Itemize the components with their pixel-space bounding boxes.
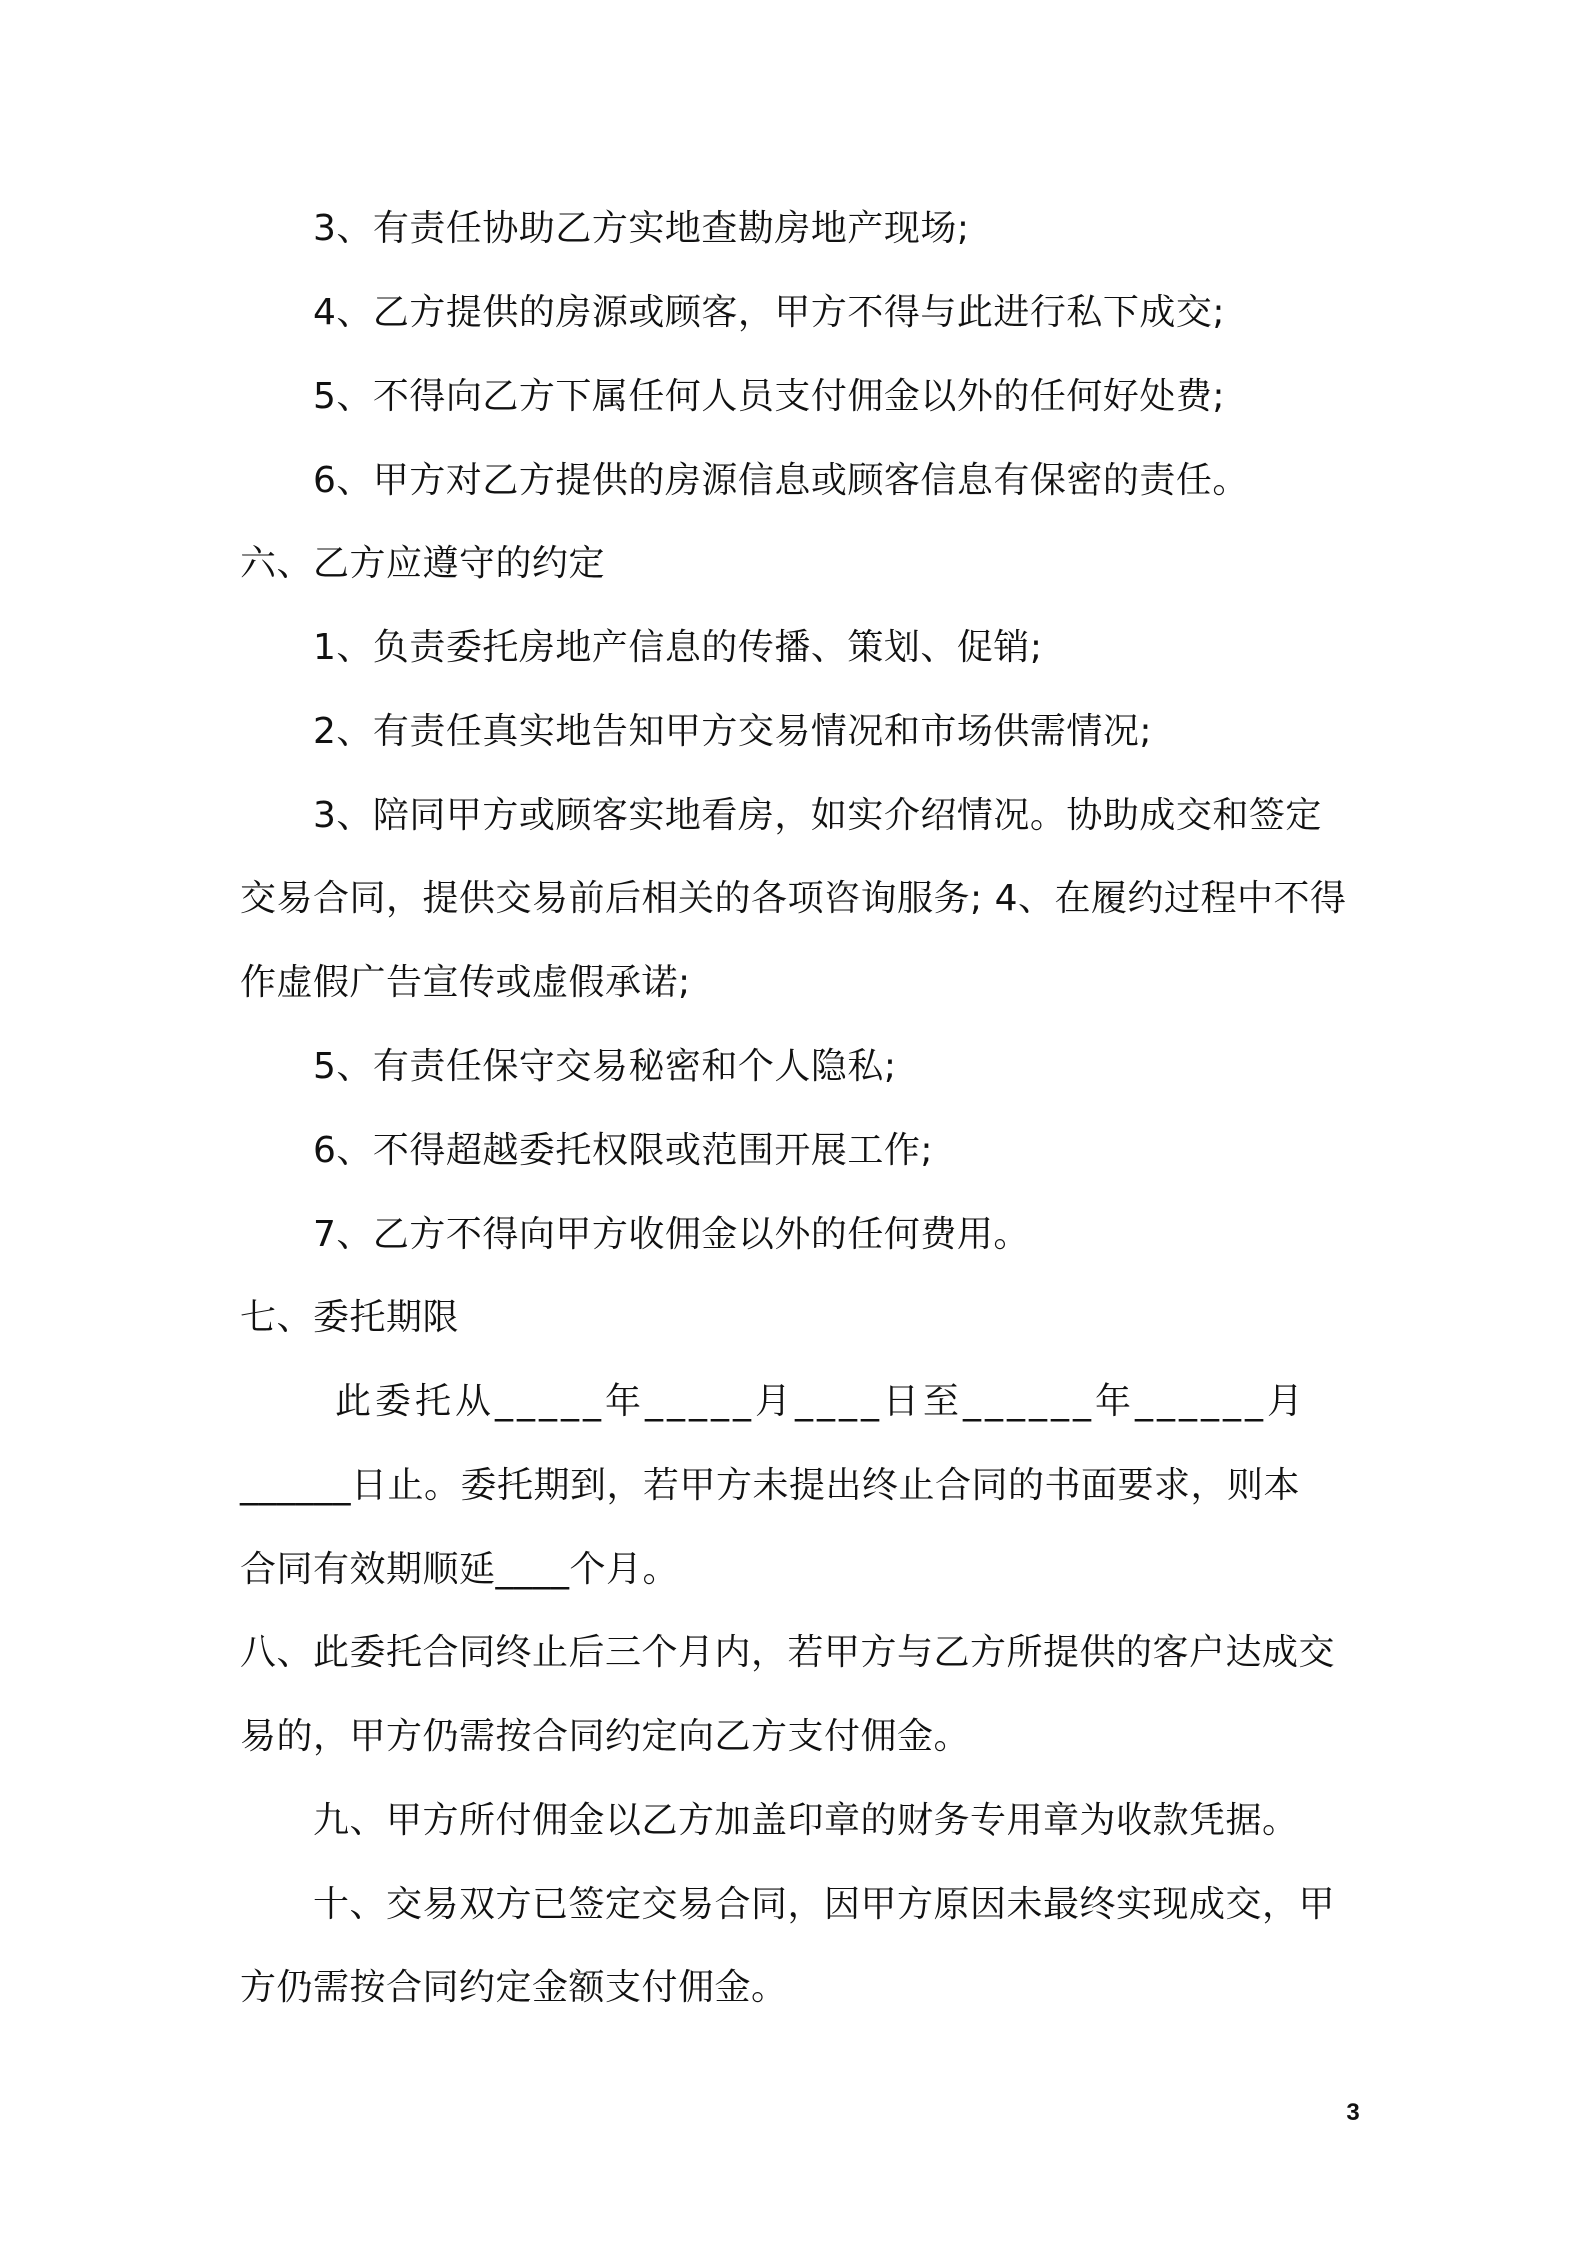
page-number: 3	[1346, 2099, 1360, 2126]
text-line: 5、有责任保守交易秘密和个人隐私;	[313, 1046, 897, 1087]
section-heading: 六、乙方应遵守的约定	[240, 543, 606, 584]
text-line: 6、甲方对乙方提供的房源信息或顾客信息有保密的责任。	[313, 460, 1249, 501]
section-heading: 七、委托期限	[240, 1297, 460, 1338]
text-line: 2、有责任真实地告知甲方交易情况和市场供需情况;	[313, 711, 1153, 752]
text-line: 方仍需按合同约定金额支付佣金。	[240, 1967, 788, 2008]
text-line: 合同有效期顺延____个月。	[240, 1549, 680, 1590]
text-line: 此委托从_____年_____月____日至______年______月	[335, 1381, 1308, 1422]
section-heading: 十、交易双方已签定交易合同，因甲方原因未最终实现成交，甲	[313, 1884, 1336, 1925]
text-line: 3、有责任协助乙方实地查勘房地产现场;	[313, 208, 970, 249]
text-line: 4、乙方提供的房源或顾客，甲方不得与此进行私下成交;	[313, 292, 1226, 333]
text-line: 作虚假广告宣传或虚假承诺;	[240, 962, 691, 1003]
text-line: 6、不得超越委托权限或范围开展工作;	[313, 1130, 934, 1171]
text-line: 1、负责委托房地产信息的传播、策划、促销;	[313, 627, 1043, 668]
section-heading: 九、甲方所付佣金以乙方加盖印章的财务专用章为收款凭据。	[313, 1800, 1299, 1841]
text-line: 易的，甲方仍需按合同约定向乙方支付佣金。	[240, 1716, 971, 1757]
text-line: ______日止。委托期到，若甲方未提出终止合同的书面要求，则本	[240, 1465, 1301, 1506]
text-line: 7、乙方不得向甲方收佣金以外的任何费用。	[313, 1214, 1030, 1255]
section-heading: 八、此委托合同终止后三个月内，若甲方与乙方所提供的客户达成交	[240, 1632, 1336, 1673]
text-line: 3、陪同甲方或顾客实地看房，如实介绍情况。协助成交和签定	[313, 795, 1322, 836]
text-line: 交易合同，提供交易前后相关的各项咨询服务; 4、在履约过程中不得	[240, 878, 1347, 919]
text-line: 5、不得向乙方下属任何人员支付佣金以外的任何好处费;	[313, 376, 1226, 417]
